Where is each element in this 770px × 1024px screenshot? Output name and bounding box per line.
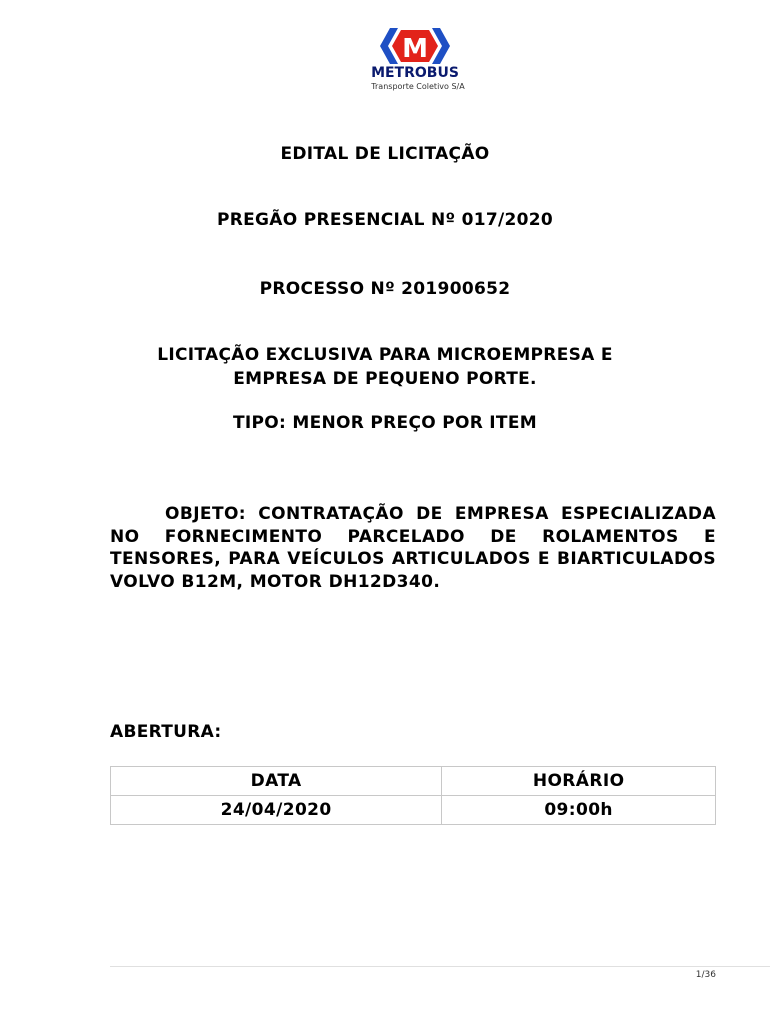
logo-brand-name: METROBUS [371,65,459,81]
objeto-text: OBJETO: CONTRATAÇÃO DE EMPRESA ESPECIALIZADA NO FORNECIMENTO PARCELADO DE ROLAMENTOS E TENSORES, PARA VEÍCULOS ARTICULADOS E BIARTICULADOS VOLVO B12M, MOTOR DH12D340. [110,504,716,592]
exclusiva-line-2: EMPRESA DE PEQUENO PORTE. [233,369,537,389]
exclusiva-line-1: LICITAÇÃO EXCLUSIVA PARA MICROEMPRESA E [157,345,613,365]
table-cell-date: 24/04/2020 [111,796,442,825]
objeto-paragraph [110,503,716,593]
table-cell-time: 09:00h [442,796,716,825]
metrobus-logo-icon [378,26,452,66]
table-header-data: DATA [111,767,442,796]
tipo-line: TIPO: MENOR PREÇO POR ITEM [233,413,537,433]
pregao-number: PREGÃO PRESENCIAL Nº 017/2020 [216,210,554,230]
document-title: EDITAL DE LICITAÇÃO [280,144,490,164]
table-header-horario: HORÁRIO [442,767,716,796]
abertura-label: ABERTURA: [110,722,222,742]
abertura-table [110,766,716,825]
metrobus-logo [360,26,470,94]
table-header-row [111,767,716,796]
table-row [111,796,716,825]
processo-number: PROCESSO Nº 201900652 [259,279,511,299]
page-number: 1/36 [695,970,716,980]
logo-letter: M [402,34,428,64]
logo-subtitle: Transporte Coletivo S/A [371,82,465,91]
footer-divider [110,966,770,967]
